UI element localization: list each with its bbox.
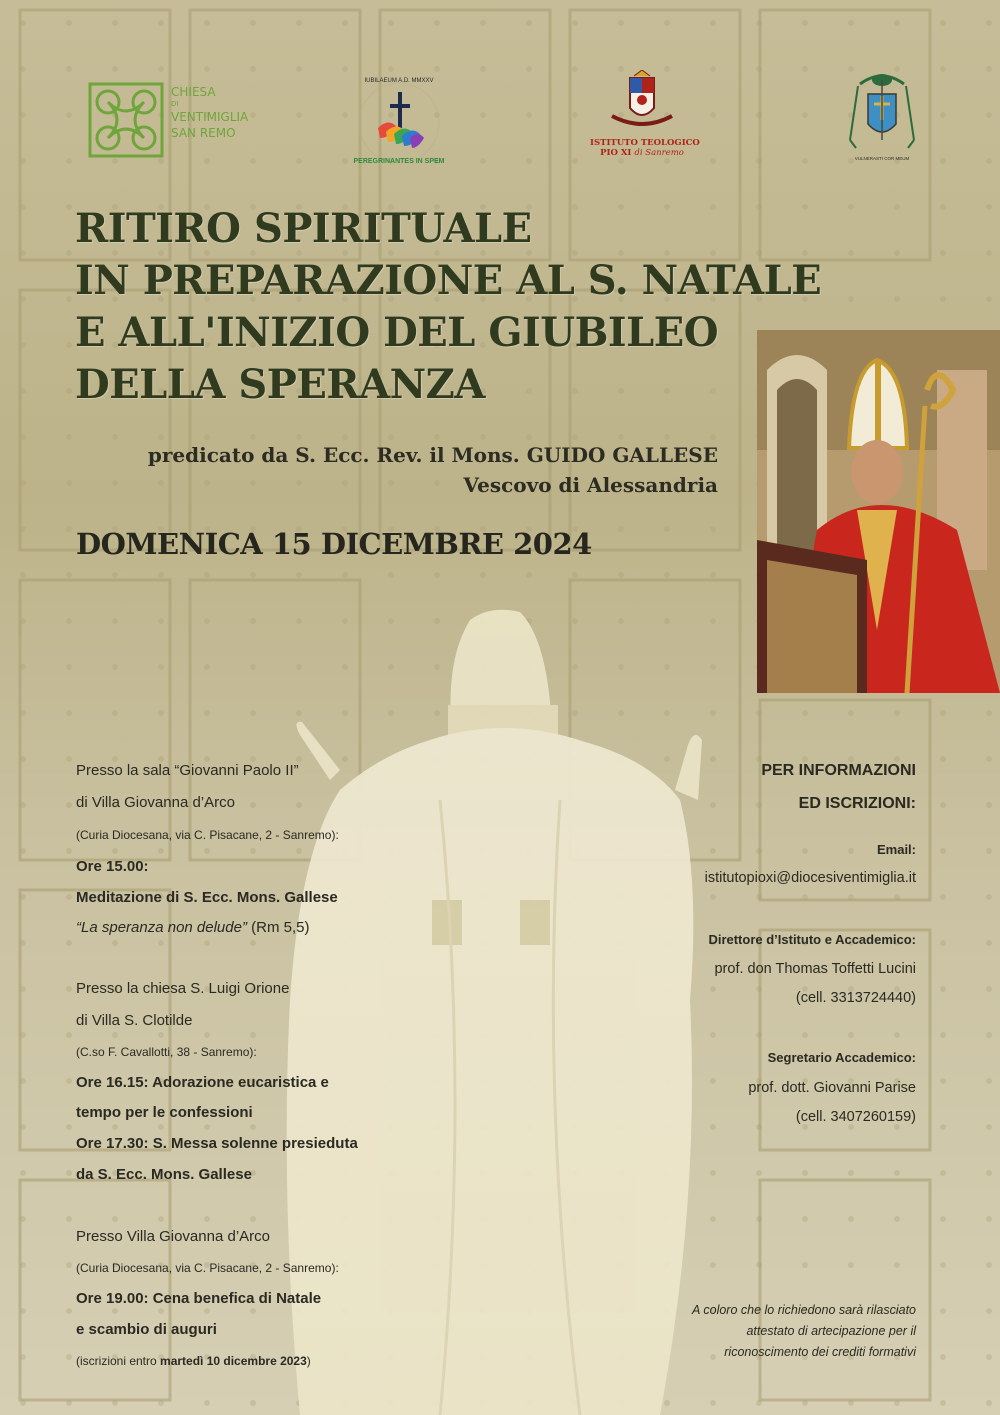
event-date: DOMENICA 15 DICEMBRE 2024: [76, 527, 592, 561]
diocese-logo: [88, 82, 268, 164]
institute-logo-line3: di Sanremo: [634, 148, 684, 158]
info-heading-1: PER INFORMAZIONI: [761, 762, 916, 779]
bishop-arms-motto: VULNERASTI COR MEUM: [854, 156, 910, 161]
quote-line: [76, 919, 309, 936]
title-line-4: DELLA SPERANZA: [75, 361, 485, 408]
registration-prefix: (iscrizioni entro: [76, 1354, 161, 1368]
institute-logo: [590, 70, 700, 166]
secretary-phone: (cell. 3407260159): [795, 1109, 916, 1125]
diocese-logo-line1: CHIESA: [171, 85, 216, 99]
event-3-line-1: Ore 17.30: S. Messa solenne presieduta: [76, 1135, 358, 1152]
director-phone: (cell. 3313724440): [795, 990, 916, 1006]
note-line-1: A coloro che lo richiedono sarà rilasciato: [692, 1303, 916, 1317]
secretary-label: Segretario Accademico:: [767, 1050, 916, 1065]
venue-1-detail: di Villa Giovanna d’Arco: [76, 794, 235, 811]
registration-deadline: [76, 1354, 311, 1368]
secretary-name: prof. dott. Giovanni Parise: [748, 1080, 916, 1096]
event-1: Meditazione di S. Ecc. Mons. Gallese: [76, 889, 338, 906]
registration-suffix: ): [306, 1354, 311, 1368]
title-line-2: IN PREPARAZIONE AL S. NATALE: [75, 257, 822, 304]
event-2-line-2: tempo per le confessioni: [76, 1104, 253, 1121]
preacher-block: [148, 440, 718, 500]
venue-1-address: (Curia Diocesana, via C. Pisacane, 2 - Sanremo):: [76, 828, 339, 842]
retreat-title: [75, 203, 822, 411]
quote-reference: (Rm 5,5): [251, 919, 310, 936]
director-label: Direttore d’Istituto e Accademico:: [708, 932, 916, 947]
note-line-3: riconoscimento dei crediti formativi: [724, 1345, 916, 1359]
event-2-line-1: Ore 16.15: Adorazione eucaristica e: [76, 1074, 329, 1091]
director-name: prof. don Thomas Toffetti Lucini: [714, 961, 916, 977]
registration-date: martedì 10 dicembre 2023: [160, 1354, 307, 1368]
time-1: Ore 15.00:: [76, 858, 149, 875]
venue-3-address: (Curia Diocesana, via C. Pisacane, 2 - Sanremo):: [76, 1261, 339, 1275]
bishop-arms-icon: [840, 70, 924, 158]
diocese-logo-line3: VENTIMIGLIA: [171, 110, 249, 124]
venue-3: Presso Villa Giovanna d’Arco: [76, 1228, 270, 1245]
jubilee-2025-logo: [353, 78, 445, 166]
institute-logo-line2: PIO XI: [600, 148, 632, 158]
institute-logo-line1: ISTITUTO TEOLOGICO: [590, 138, 700, 148]
jubilee-logo-bottom-text: PEREGRINANTES IN SPEM: [353, 158, 445, 165]
quote-text: “La speranza non delude”: [76, 919, 247, 936]
event-3-line-2: da S. Ecc. Mons. Gallese: [76, 1166, 252, 1183]
jubilee-cross-icon: [356, 80, 442, 166]
venue-2-detail: di Villa S. Clotilde: [76, 1012, 193, 1029]
title-line-1: RITIRO SPIRITUALE: [75, 205, 532, 252]
event-4-line-2: e scambio di auguri: [76, 1321, 217, 1338]
title-line-3: E ALL'INIZIO DEL GIUBILEO: [75, 309, 719, 356]
email-address[interactable]: istitutopioxi@diocesiventimiglia.it: [704, 870, 916, 886]
jubilee-logo-top-text: IUBILAEUM A.D. MMXXV: [364, 78, 434, 84]
event-4-line-1: Ore 19.00: Cena benefica di Natale: [76, 1290, 322, 1307]
celtic-knot-icon: [88, 82, 164, 158]
diocese-logo-line4: SAN REMO: [171, 126, 236, 140]
preacher-line: predicato da S. Ecc. Rev. il Mons. GUIDO GALLESE: [147, 443, 718, 467]
venue-2-address: (C.so F. Cavallotti, 38 - Sanremo):: [76, 1045, 257, 1059]
bishop-photo: [757, 330, 1000, 693]
preacher-role: Vescovo di Alessandria: [463, 473, 718, 497]
email-label: Email:: [876, 842, 916, 857]
diocese-logo-line2: DI: [171, 100, 179, 108]
institute-coat-of-arms-icon: [590, 70, 694, 136]
bishop-coat-of-arms: [840, 70, 924, 170]
note-line-2: attestato di artecipazione per il: [746, 1324, 916, 1338]
venue-1: Presso la sala “Giovanni Paolo II”: [76, 762, 299, 779]
venue-2: Presso la chiesa S. Luigi Orione: [76, 980, 290, 997]
certificate-note: [692, 1300, 916, 1363]
info-heading-2: ED ISCRIZIONI:: [798, 795, 916, 812]
